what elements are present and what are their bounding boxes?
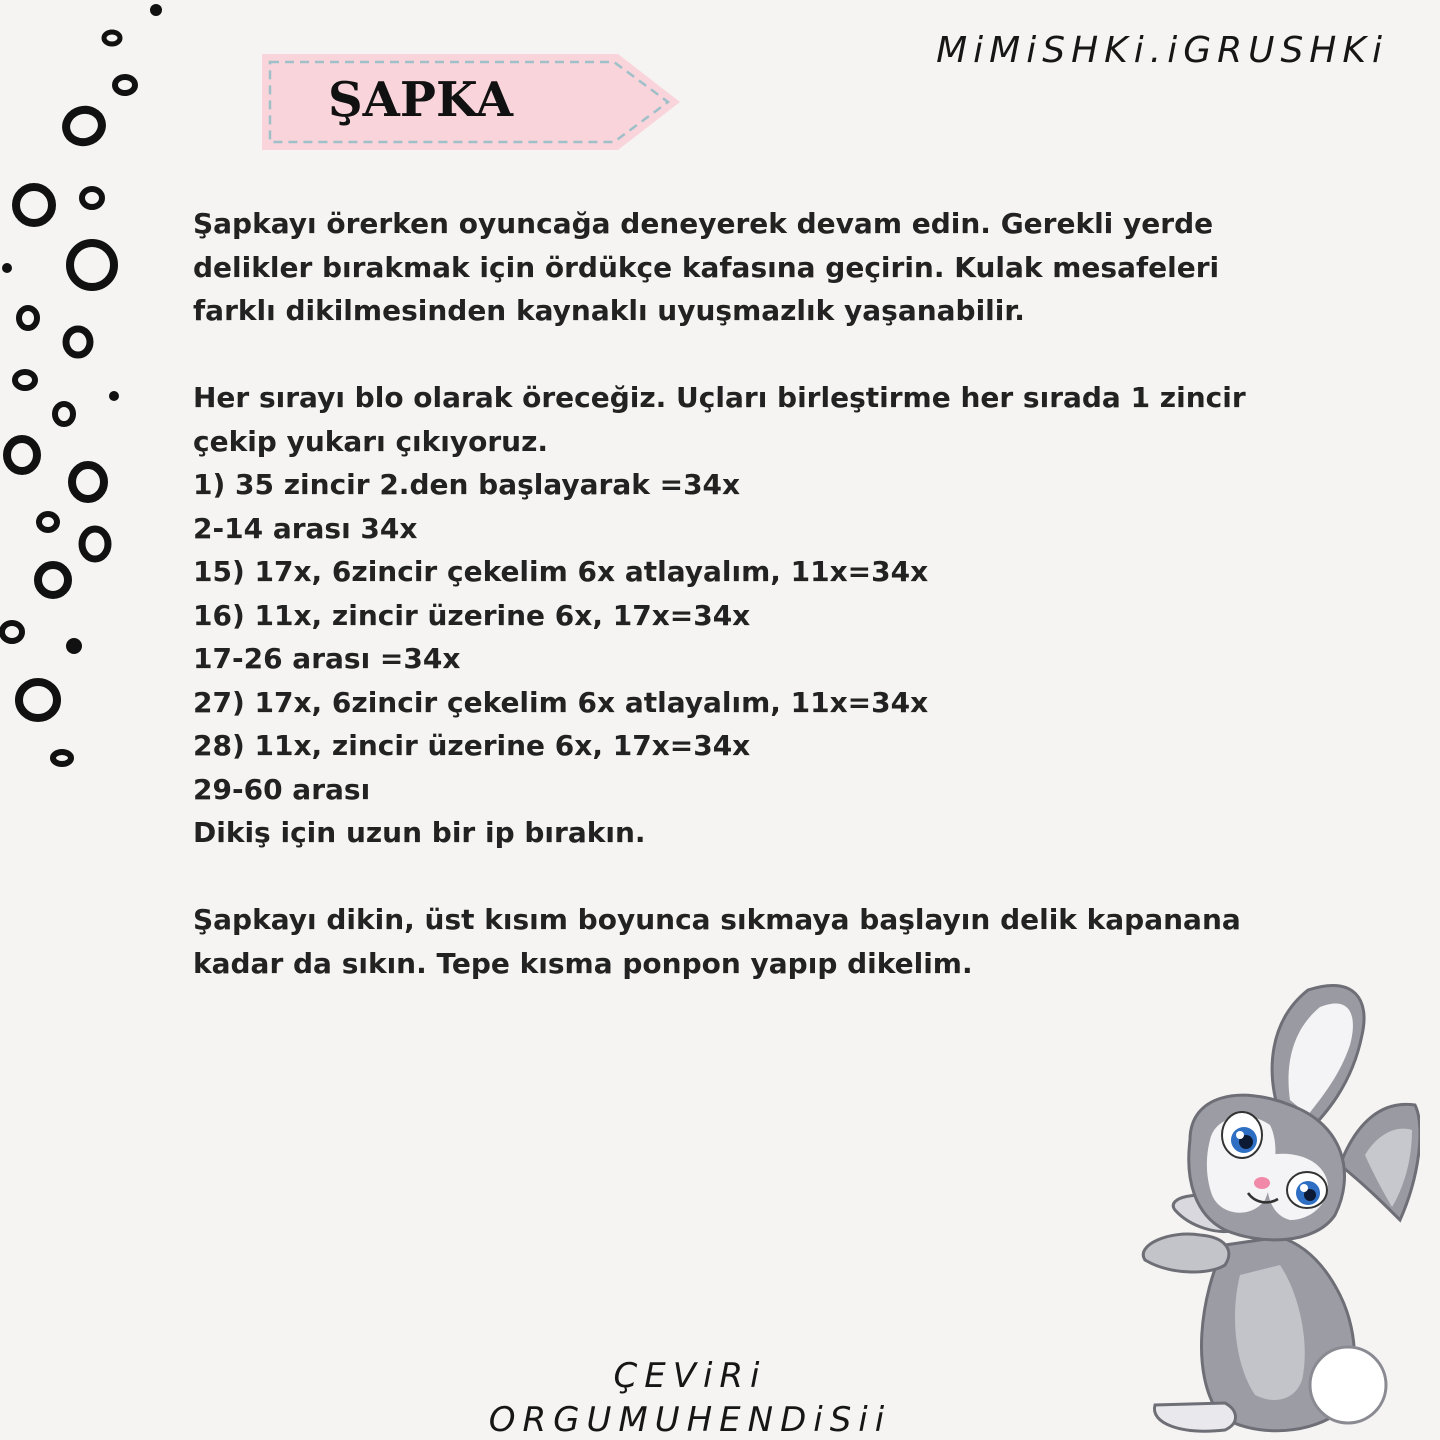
text-line: Dikiş için uzun bir ip bırakın.	[193, 816, 646, 849]
brand-name: MiMiSHKi.iGRUSHKi	[936, 30, 1388, 71]
row-instruction: 16) 11x, zincir üzerine 6x, 17x=34x	[193, 598, 751, 632]
instructions	[193, 202, 1246, 1029]
row-instruction: 1) 35 zincir 2.den başlayarak =34x	[193, 468, 741, 501]
text-line: Her sırayı blo olarak öreceğiz. Uçları birleştirme her sırada 1 zincir	[193, 381, 1246, 414]
row-instruction: 27) 17x, 6zincir çekelim 6x atlayalım, 11x=34x	[193, 685, 929, 719]
paragraph-intro	[193, 202, 1220, 333]
title-tag	[258, 50, 684, 154]
page-title: ŞAPKA	[328, 72, 514, 128]
text-line: farklı dikilmesinden kaynaklı uyuşmazlık yaşanabilir.	[193, 294, 1025, 327]
row-instruction: 29-60 arası	[193, 772, 371, 806]
credit-line-1: ÇEViRi	[613, 1356, 767, 1396]
row-instruction: 28) 11x, zincir üzerine 6x, 17x=34x	[193, 729, 751, 762]
credit-line-2: ORGUMUHENDiSii	[488, 1400, 892, 1440]
text-line: delikler bırakmak için ördükçe kafasına geçirin. Kulak mesafeleri	[193, 250, 1220, 284]
row-instruction: 15) 17x, 6zincir çekelim 6x atlayalım, 11x=34x	[193, 555, 929, 588]
paragraph-rows	[193, 376, 1246, 855]
row-instruction: 17-26 arası =34x	[193, 642, 461, 675]
text-line: çekip yukarı çıkıyoruz.	[193, 424, 549, 458]
row-instruction: 2-14 arası 34x	[193, 511, 418, 545]
text-line: Şapkayı dikin, üst kısım boyunca sıkmaya başlayın delik kapanana	[193, 903, 1241, 936]
text-line: kadar da sıkın. Tepe kısma ponpon yapıp dikelim.	[193, 946, 973, 980]
text-line: Şapkayı örerken oyuncağa deneyerek devam edin. Gerekli yerde	[193, 207, 1214, 240]
bunny-illustration-icon	[1130, 975, 1420, 1440]
paragraph-finish	[193, 898, 1241, 985]
circles-decoration-icon	[0, 0, 170, 800]
